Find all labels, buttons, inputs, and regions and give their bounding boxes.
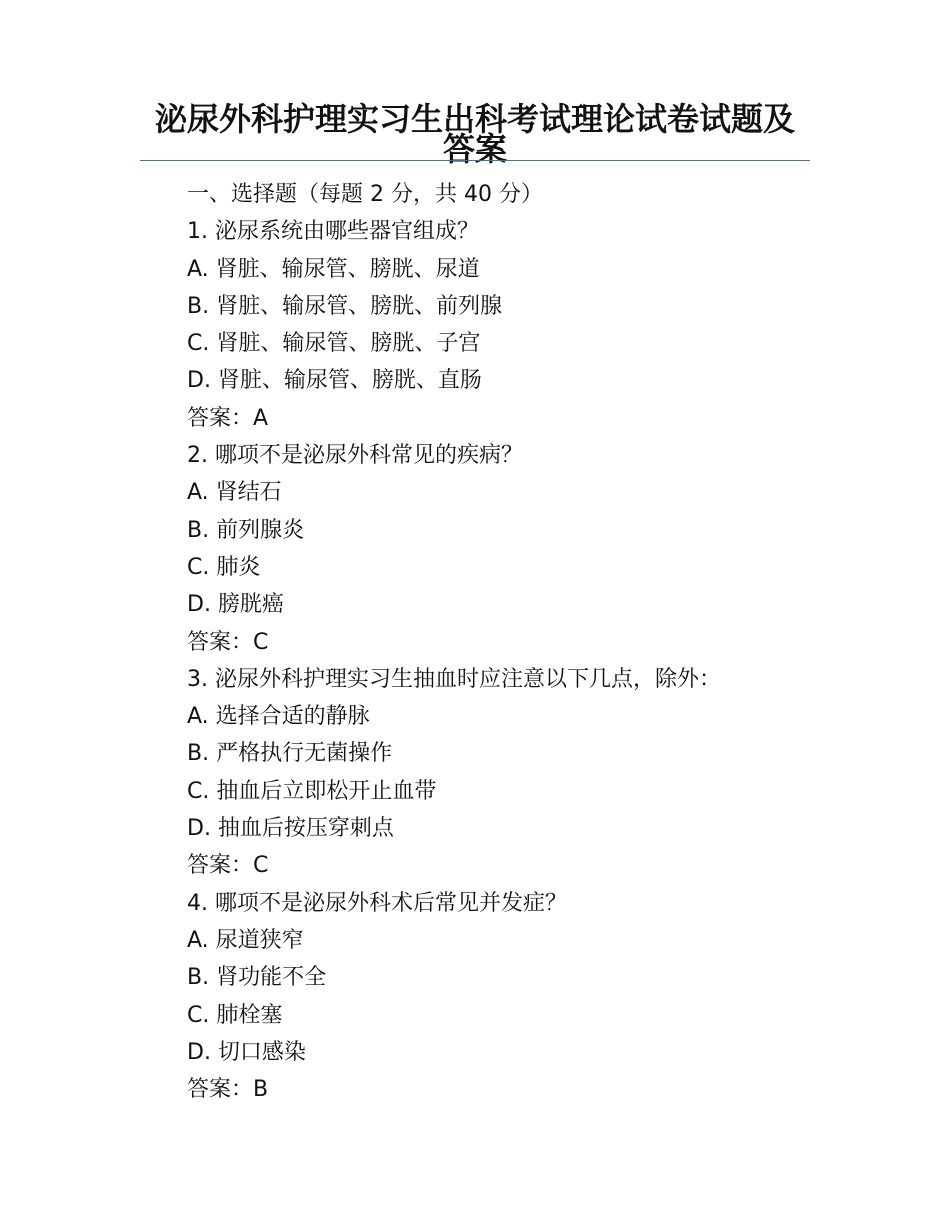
option-c: C. 肾脏、输尿管、膀胱、子宫 <box>187 331 481 357</box>
question-block-3 <box>187 661 867 885</box>
document-body <box>187 176 867 1108</box>
answer-line: 答案：A <box>187 405 269 431</box>
option-d: D. 切口感染 <box>187 1039 306 1065</box>
option-a: A. 肾脏、输尿管、膀胱、尿道 <box>187 256 480 282</box>
option-c: C. 肺炎 <box>187 554 261 580</box>
document-title: 泌尿外科护理实习生出科考试理论试卷试题及答案 <box>154 100 795 168</box>
answer-line: 答案：C <box>187 853 269 879</box>
option-a: A. 肾结石 <box>187 480 282 506</box>
option-d: D. 膀胱癌 <box>187 592 284 618</box>
question-block-2 <box>187 437 867 661</box>
option-b: B. 前列腺炎 <box>187 517 305 543</box>
question-text: 3. 泌尿外科护理实习生抽血时应注意以下几点，除外： <box>187 666 721 692</box>
question-text: 1. 泌尿系统由哪些器官组成？ <box>187 219 479 245</box>
option-b: B. 严格执行无菌操作 <box>187 741 393 767</box>
answer-line: 答案：C <box>187 629 269 655</box>
option-c: C. 肺栓塞 <box>187 1002 283 1028</box>
option-d: D. 肾脏、输尿管、膀胱、直肠 <box>187 368 482 394</box>
option-d: D. 抽血后按压穿刺点 <box>187 816 394 842</box>
section-heading: 一、选择题（每题 2 分，共 40 分） <box>187 182 543 207</box>
option-a: A. 尿道狭窄 <box>187 927 304 953</box>
question-text: 2. 哪项不是泌尿外科常见的疾病？ <box>187 443 523 469</box>
option-a: A. 选择合适的静脉 <box>187 704 370 730</box>
option-b: B. 肾功能不全 <box>187 965 327 991</box>
question-block-1 <box>187 213 867 437</box>
title-divider <box>140 160 810 161</box>
option-c: C. 抽血后立即松开止血带 <box>187 778 437 804</box>
question-text: 4. 哪项不是泌尿外科术后常见并发症？ <box>187 890 567 916</box>
answer-line: 答案：B <box>187 1077 269 1103</box>
question-block-4 <box>187 885 867 1109</box>
option-b: B. 肾脏、输尿管、膀胱、前列腺 <box>187 293 503 319</box>
